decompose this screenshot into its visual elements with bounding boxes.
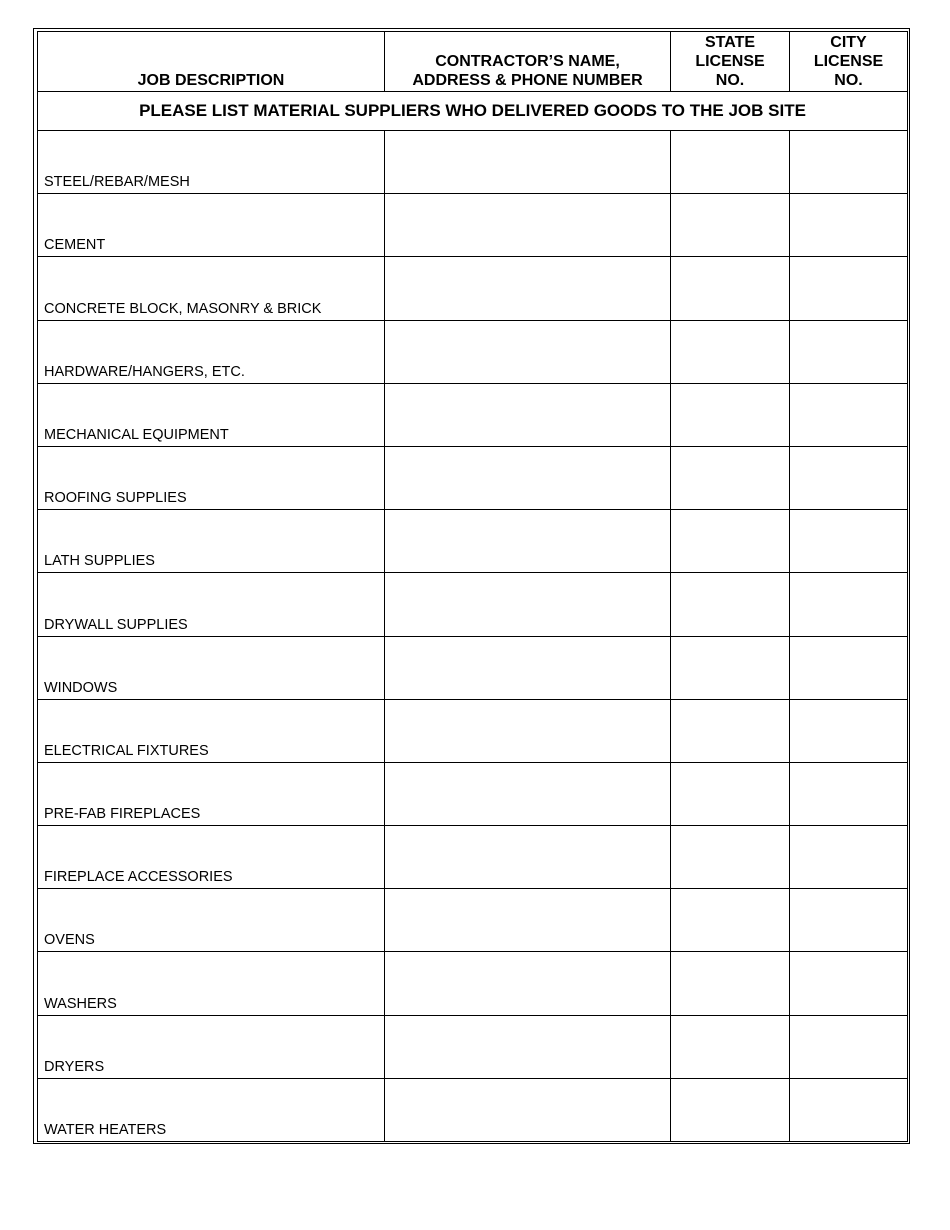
contractor-cell[interactable] xyxy=(385,446,671,509)
table-row xyxy=(38,1078,908,1141)
city-license-cell[interactable] xyxy=(790,257,908,320)
table-row xyxy=(38,952,908,1015)
contractor-cell[interactable] xyxy=(385,1078,671,1141)
job-description-cell: PRE-FAB FIREPLACES xyxy=(38,762,385,825)
state-license-cell[interactable] xyxy=(671,510,790,573)
state-license-cell[interactable] xyxy=(671,636,790,699)
job-description-cell: FIREPLACE ACCESSORIES xyxy=(38,826,385,889)
city-license-cell[interactable] xyxy=(790,952,908,1015)
state-license-cell[interactable] xyxy=(671,446,790,509)
table-row xyxy=(38,636,908,699)
table-row xyxy=(38,762,908,825)
contractor-cell[interactable] xyxy=(385,194,671,257)
contractor-cell[interactable] xyxy=(385,636,671,699)
banner-text: PLEASE LIST MATERIAL SUPPLIERS WHO DELIVERED GOODS TO THE JOB SITE xyxy=(38,92,908,131)
header-text: CITY xyxy=(830,34,867,51)
state-license-cell[interactable] xyxy=(671,826,790,889)
table-row xyxy=(38,826,908,889)
header-state-license xyxy=(671,32,790,92)
header-row xyxy=(38,32,908,92)
table-row xyxy=(38,257,908,320)
city-license-cell[interactable] xyxy=(790,131,908,194)
state-license-cell[interactable] xyxy=(671,320,790,383)
job-description-cell: CONCRETE BLOCK, MASONRY & BRICK xyxy=(38,257,385,320)
city-license-cell[interactable] xyxy=(790,320,908,383)
city-license-cell[interactable] xyxy=(790,826,908,889)
contractor-cell[interactable] xyxy=(385,383,671,446)
state-license-cell[interactable] xyxy=(671,1015,790,1078)
table-row xyxy=(38,446,908,509)
table-row xyxy=(38,131,908,194)
city-license-cell[interactable] xyxy=(790,194,908,257)
job-description-cell: STEEL/REBAR/MESH xyxy=(38,131,385,194)
table-row xyxy=(38,889,908,952)
header-contractor xyxy=(385,32,671,92)
state-license-cell[interactable] xyxy=(671,952,790,1015)
contractor-cell[interactable] xyxy=(385,510,671,573)
header-text: ADDRESS & PHONE NUMBER xyxy=(412,72,643,89)
header-job-description xyxy=(38,32,385,92)
state-license-cell[interactable] xyxy=(671,1078,790,1141)
contractor-cell[interactable] xyxy=(385,952,671,1015)
table-row xyxy=(38,573,908,636)
state-license-cell[interactable] xyxy=(671,762,790,825)
contractor-cell[interactable] xyxy=(385,131,671,194)
table-row xyxy=(38,383,908,446)
header-text: JOB DESCRIPTION xyxy=(137,72,285,89)
header-city-license xyxy=(790,32,908,92)
city-license-cell[interactable] xyxy=(790,889,908,952)
header-text: NO. xyxy=(715,72,745,89)
job-description-cell: WATER HEATERS xyxy=(38,1078,385,1141)
city-license-cell[interactable] xyxy=(790,1015,908,1078)
suppliers-table xyxy=(37,31,908,1142)
state-license-cell[interactable] xyxy=(671,383,790,446)
header-text: LICENSE xyxy=(695,53,765,70)
state-license-cell[interactable] xyxy=(671,889,790,952)
job-description-cell: LATH SUPPLIES xyxy=(38,510,385,573)
form-border xyxy=(33,28,910,1144)
job-description-cell: DRYWALL SUPPLIES xyxy=(38,573,385,636)
contractor-cell[interactable] xyxy=(385,826,671,889)
city-license-cell[interactable] xyxy=(790,699,908,762)
city-license-cell[interactable] xyxy=(790,383,908,446)
contractor-cell[interactable] xyxy=(385,1015,671,1078)
job-description-cell: OVENS xyxy=(38,889,385,952)
city-license-cell[interactable] xyxy=(790,510,908,573)
job-description-cell: WASHERS xyxy=(38,952,385,1015)
header-text: CONTRACTOR’S NAME, xyxy=(435,53,620,70)
table-row xyxy=(38,510,908,573)
header-text: NO. xyxy=(834,72,863,89)
job-description-cell: CEMENT xyxy=(38,194,385,257)
header-text: LICENSE xyxy=(813,53,884,70)
job-description-cell: HARDWARE/HANGERS, ETC. xyxy=(38,320,385,383)
job-description-cell: ROOFING SUPPLIES xyxy=(38,446,385,509)
table-row xyxy=(38,1015,908,1078)
job-description-cell: DRYERS xyxy=(38,1015,385,1078)
job-description-cell: WINDOWS xyxy=(38,636,385,699)
state-license-cell[interactable] xyxy=(671,699,790,762)
state-license-cell[interactable] xyxy=(671,194,790,257)
city-license-cell[interactable] xyxy=(790,762,908,825)
contractor-cell[interactable] xyxy=(385,320,671,383)
banner-row xyxy=(38,92,908,131)
city-license-cell[interactable] xyxy=(790,1078,908,1141)
city-license-cell[interactable] xyxy=(790,446,908,509)
table-row xyxy=(38,194,908,257)
job-description-cell: MECHANICAL EQUIPMENT xyxy=(38,383,385,446)
contractor-cell[interactable] xyxy=(385,257,671,320)
state-license-cell[interactable] xyxy=(671,573,790,636)
state-license-cell[interactable] xyxy=(671,131,790,194)
city-license-cell[interactable] xyxy=(790,636,908,699)
state-license-cell[interactable] xyxy=(671,257,790,320)
contractor-cell[interactable] xyxy=(385,889,671,952)
contractor-cell[interactable] xyxy=(385,573,671,636)
job-description-cell: ELECTRICAL FIXTURES xyxy=(38,699,385,762)
contractor-cell[interactable] xyxy=(385,762,671,825)
table-row xyxy=(38,320,908,383)
city-license-cell[interactable] xyxy=(790,573,908,636)
contractor-cell[interactable] xyxy=(385,699,671,762)
table-row xyxy=(38,699,908,762)
header-text: STATE xyxy=(704,34,756,51)
